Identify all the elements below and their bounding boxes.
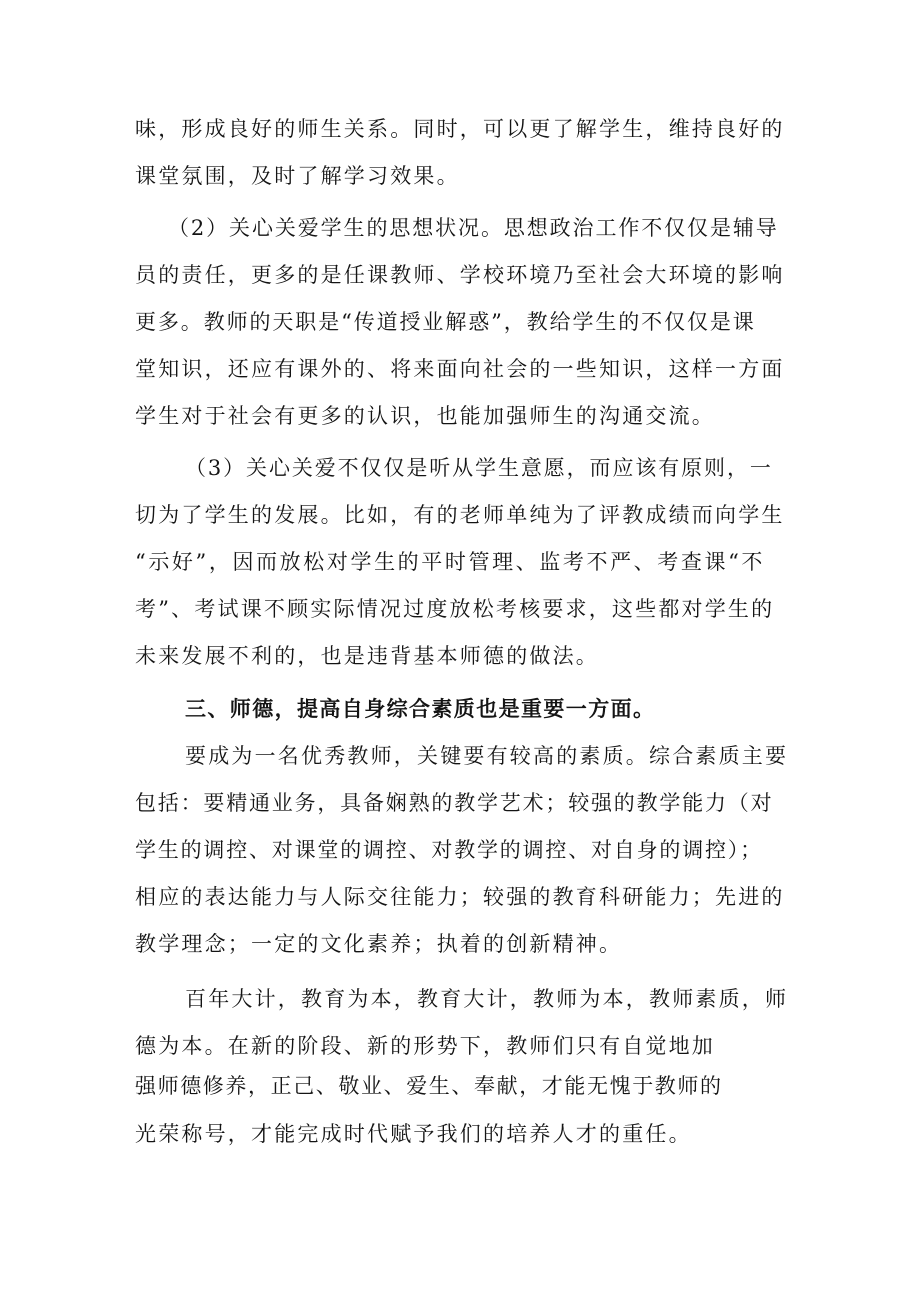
text-line: 未来发展不利的，也是违背基本师德的做法。 — [135, 644, 599, 668]
text-line: 强师德修养，正己、敬业、爱生、奉献，才能无愧于教师的 — [135, 1074, 723, 1098]
text-line: 堂知识，还应有课外的、将来面向社会的一些知识，这样一方面 — [135, 357, 785, 381]
text-line: 课堂氛围，及时了解学习效果。 — [135, 164, 460, 188]
text-line: “示好”，因而放松对学生的平时管理、监考不严、考查课“不 — [135, 550, 766, 574]
text-line: 学生对于社会有更多的认识，也能加强师生的沟通交流。 — [135, 404, 715, 428]
text-line: 味，形成良好的师生关系。同时，可以更了解学生，维持良好的 — [135, 117, 785, 141]
text-line: 员的责任，更多的是任课教师、学校环境乃至社会大环境的影响 — [135, 263, 785, 287]
text-line: 光荣称号，才能完成时代赋予我们的培养人才的重任。 — [135, 1122, 692, 1146]
text-line: 考”、考试课不顾实际情况过度放松考核要求，这些都对学生的 — [135, 597, 775, 621]
text-line: 包括：要精通业务，具备娴熟的教学艺术；较强的教学能力（对 — [135, 791, 774, 815]
text-line: 要成为一名优秀教师，关键要有较高的素质。综合素质主要 — [185, 744, 789, 768]
text-line: 教学理念；一定的文化素养；执着的创新精神。 — [135, 932, 623, 956]
text-line: （3）关心关爱不仅仅是听从学生意愿，而应该有原则，一 — [185, 456, 773, 480]
text-line: （2）关心关爱学生的思想状况。思想政治工作不仅仅是辅导 — [168, 216, 779, 240]
text-line: 德为本。在新的阶段、新的形势下，教师们只有自觉地加 — [135, 1034, 715, 1058]
text-line: 相应的表达能力与人际交往能力；较强的教育科研能力；先进的 — [135, 885, 785, 909]
text-line: 百年大计，教育为本，教育大计，教师为本，教师素质，师 — [185, 987, 789, 1011]
section-heading: 三、师德，提高自身综合素质也是重要一方面。 — [185, 697, 656, 721]
text-line: 切为了学生的发展。比如，有的老师单纯为了评教成绩而向学生 — [135, 503, 785, 527]
text-line: 学生的调控、对课堂的调控、对教学的调控、对自身的调控）； — [135, 838, 763, 862]
text-line: 更多。教师的天职是“传道授业解惑”，教给学生的不仅仅是课 — [135, 310, 756, 334]
